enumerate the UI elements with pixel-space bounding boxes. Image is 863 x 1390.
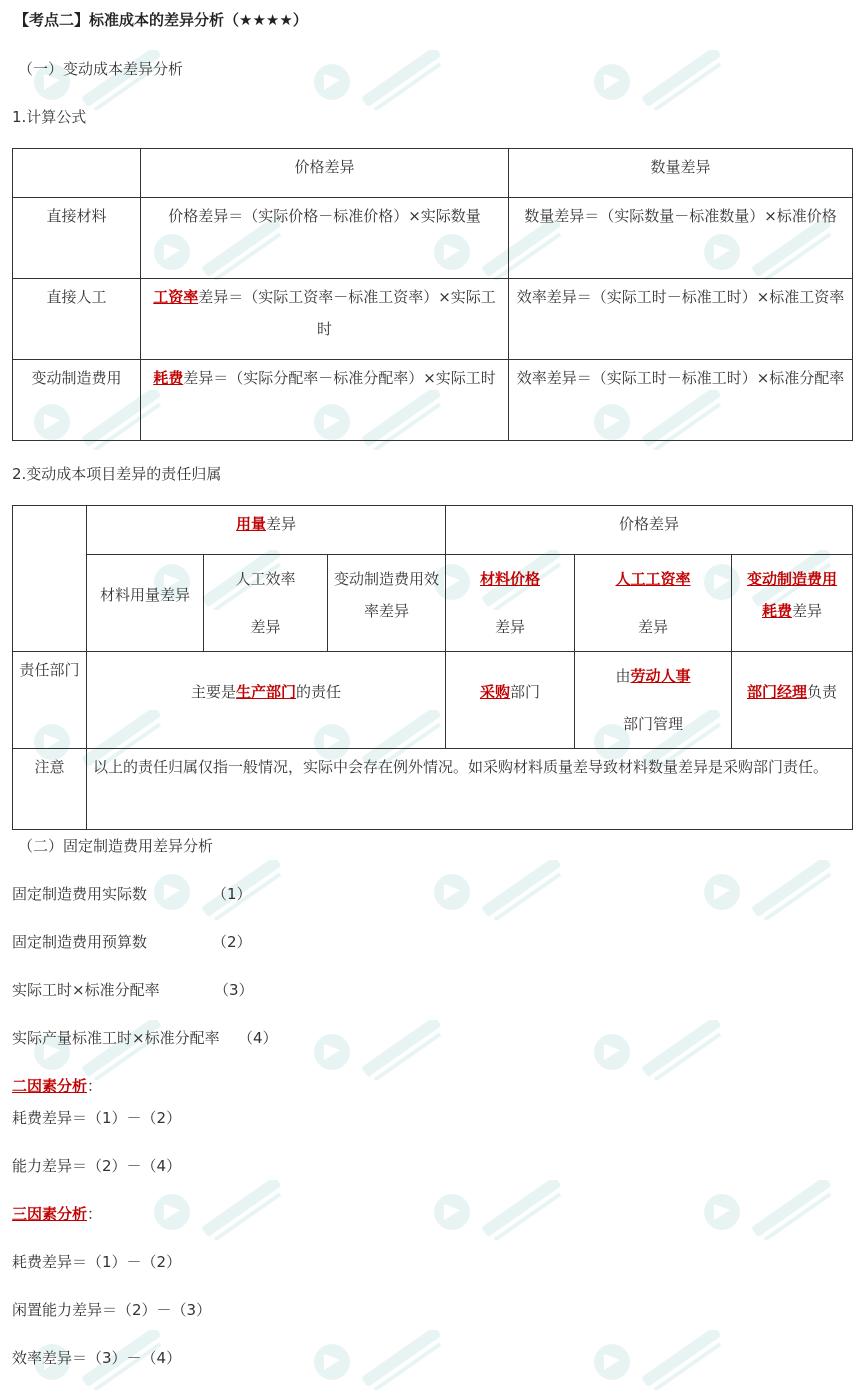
overhead-spending-formula-text: 差异＝（实际分配率－标准分配率）×实际工时 — [183, 369, 496, 387]
subsection-responsibility-heading: 2.变动成本项目差异的责任归属 — [12, 465, 222, 483]
two-factor-colon: ： — [87, 1077, 103, 1095]
row-label-direct-labor: 直接人工 — [13, 279, 141, 360]
watermark-logo — [310, 1020, 460, 1080]
usage-header-rest: 差异 — [266, 515, 297, 533]
fixed-item-2-num: （2） — [212, 933, 252, 951]
usage-keyword: 用量 — [235, 515, 266, 533]
material-price-keyword: 材料价格 — [479, 570, 540, 588]
production-dept-keyword: 生产部门 — [235, 683, 296, 701]
labor-efficiency-variance — [204, 555, 328, 652]
overhead-efficiency-variance-label: 变动制造费用效率差异 — [334, 570, 440, 620]
overhead-spending-keyword-1: 变动制造费用 — [747, 570, 838, 588]
purchasing-keyword: 采购 — [479, 683, 510, 701]
overhead-efficiency-variance — [328, 555, 446, 652]
table1-header-quantity: 数量差异 — [509, 149, 853, 198]
section1-heading: （一）变动成本差异分析 — [18, 60, 184, 78]
material-quantity-formula: 数量差异＝（实际数量－标准数量）×标准价格 — [509, 198, 853, 279]
note-text — [87, 749, 853, 830]
usage-resp-suffix: 的责任 — [296, 683, 342, 701]
usage-resp-prefix: 主要是 — [190, 683, 236, 701]
fixed-item-4-num: （4） — [238, 1029, 278, 1047]
material-price-formula-text: 价格差异＝（实际价格－标准价格）×实际数量 — [168, 207, 481, 225]
table2-corner-cell — [13, 506, 87, 652]
labor-efficiency-formula: 效率差异＝（实际工时－标准工时）×标准工资率 — [509, 279, 853, 360]
two-factor-line-1: 耗费差异＝（1）－（2） — [12, 1109, 182, 1127]
watermark-logo — [590, 50, 740, 110]
material-usage-variance-label: 材料用量差异 — [99, 586, 190, 604]
overhead-spending-keyword-2: 耗费 — [762, 602, 793, 620]
labor-rate-variance — [575, 555, 732, 652]
labor-rate-formula — [141, 279, 509, 360]
overhead-spending-variance — [732, 555, 853, 652]
overhead-spending-responsibility — [732, 652, 853, 749]
three-factor-colon: ： — [87, 1205, 103, 1223]
usage-variance-header — [87, 506, 446, 555]
watermark-logo — [700, 1180, 850, 1240]
two-factor-title: 二因素分析 — [12, 1077, 88, 1095]
fixed-item-3-num: （3） — [214, 981, 254, 999]
row-label-variable-overhead: 变动制造费用 — [13, 360, 141, 441]
fixed-item-4-label: 实际产量标准工时×标准分配率 — [12, 1029, 220, 1047]
fixed-item-1-num: （1） — [212, 885, 252, 903]
section2-heading: （二）固定制造费用差异分析 — [18, 837, 214, 855]
fixed-item-2-label: 固定制造费用预算数 — [12, 933, 148, 951]
watermark-logo — [430, 860, 580, 920]
labor-resp-suffix: 部门管理 — [622, 715, 683, 733]
hr-keyword: 劳动人事 — [630, 667, 691, 685]
responsibility-table — [12, 505, 853, 830]
labor-rate-variance-keyword: 人工工资率 — [615, 570, 691, 588]
dept-manager-suffix: 负责 — [807, 683, 838, 701]
material-usage-variance — [87, 555, 204, 652]
page-title: 【考点二】标准成本的差异分析（★★★★） — [14, 11, 308, 29]
three-factor-line-2: 闲置能力差异＝（2）－（3） — [12, 1301, 212, 1319]
watermark-logo — [590, 1330, 740, 1390]
three-factor-line-1: 耗费差异＝（1）－（2） — [12, 1253, 182, 1271]
material-price-responsibility — [446, 652, 575, 749]
table1-corner-cell — [13, 149, 141, 198]
overhead-spending-keyword: 耗费 — [153, 369, 184, 387]
material-price-formula — [141, 198, 509, 279]
three-factor-title: 三因素分析 — [12, 1205, 88, 1223]
subsection-formula-heading: 1.计算公式 — [12, 108, 87, 126]
two-factor-heading — [12, 1076, 102, 1096]
two-factor-line-2: 能力差异＝（2）－（4） — [12, 1157, 182, 1175]
overhead-spending-suffix: 差异 — [792, 602, 823, 620]
row-label-direct-material: 直接材料 — [13, 198, 141, 279]
note-text-content: 以上的责任归属仅指一般情况，实际中会存在例外情况。如采购材料质量差导致材料数量差异是采购部门责任。 — [93, 758, 829, 776]
responsible-dept-label — [13, 652, 87, 749]
watermark-logo — [310, 1330, 460, 1390]
labor-efficiency-line2: 差异 — [250, 618, 281, 636]
overhead-spending-formula — [141, 360, 509, 441]
watermark-logo — [430, 1180, 580, 1240]
labor-resp-prefix: 由 — [615, 667, 631, 685]
material-price-variance-suffix: 差异 — [494, 618, 525, 636]
note-label: 注意 — [13, 749, 87, 830]
labor-rate-variance-suffix: 差异 — [637, 618, 668, 636]
watermark-logo — [150, 1180, 300, 1240]
labor-rate-keyword: 工资率 — [153, 288, 199, 306]
fixed-item-1-label: 固定制造费用实际数 — [12, 885, 148, 903]
watermark-logo — [590, 1020, 740, 1080]
variance-formula-table — [12, 148, 853, 441]
material-price-variance — [446, 555, 575, 652]
labor-rate-responsibility — [575, 652, 732, 749]
labor-rate-formula-text: 差异＝（实际工资率－标准工资率）×实际工时 — [198, 288, 496, 338]
fixed-item-3-label: 实际工时×标准分配率 — [12, 981, 160, 999]
price-variance-header: 价格差异 — [446, 506, 853, 555]
usage-responsibility — [87, 652, 446, 749]
labor-efficiency-line1: 人工效率 — [235, 570, 296, 588]
table1-header-price: 价格差异 — [141, 149, 509, 198]
overhead-efficiency-formula: 效率差异＝（实际工时－标准工时）×标准分配率 — [509, 360, 853, 441]
watermark-logo — [700, 860, 850, 920]
watermark-logo — [310, 50, 460, 110]
responsible-dept-label-text: 责任部门 — [19, 661, 80, 679]
three-factor-heading — [12, 1204, 102, 1224]
dept-manager-keyword: 部门经理 — [747, 683, 808, 701]
purchasing-suffix: 部门 — [510, 683, 541, 701]
three-factor-line-3: 效率差异＝（3）－（4） — [12, 1349, 182, 1367]
